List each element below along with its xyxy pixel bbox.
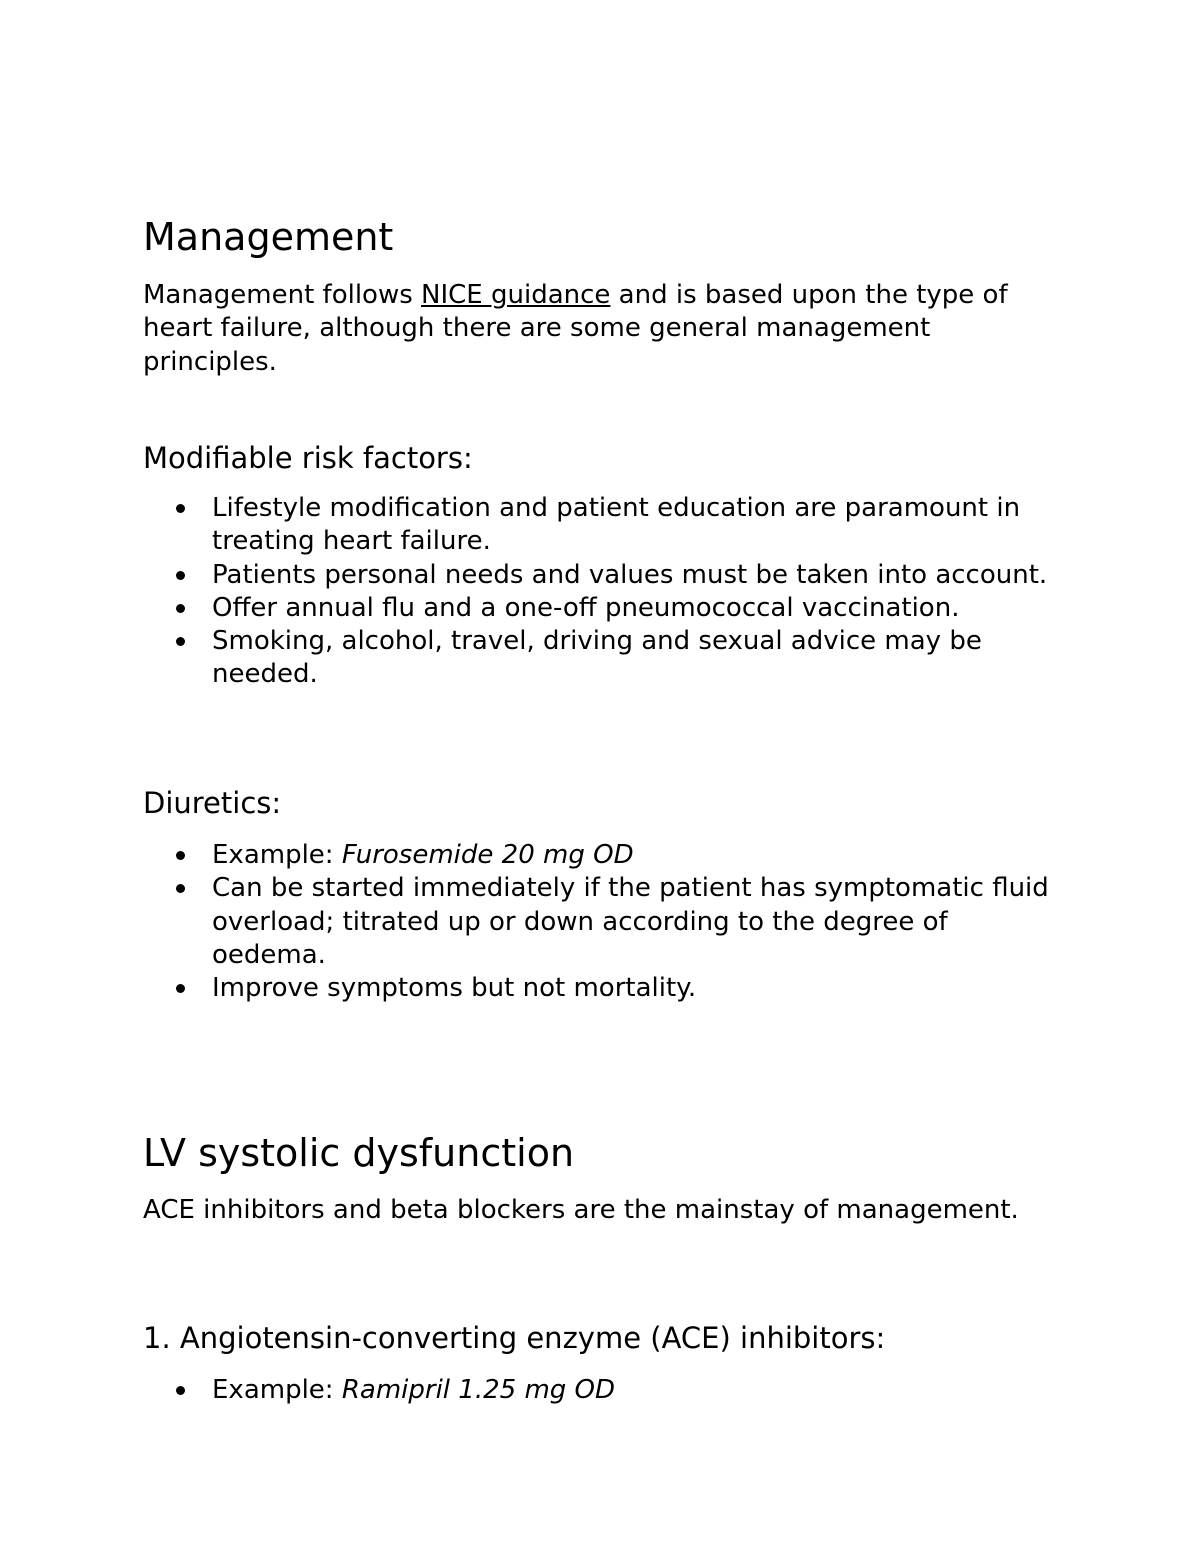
list-item	[143, 1374, 1063, 1407]
bullet-icon	[176, 571, 185, 580]
modifiable-risk-factors-heading: Modifiable risk factors:	[143, 441, 473, 475]
list-item	[143, 559, 1063, 592]
bullet-icon	[176, 984, 185, 993]
bullet-icon	[176, 851, 185, 860]
ace-inhibitors-heading: 1. Angiotensin-converting enzyme (ACE) inhibitors:	[143, 1321, 886, 1355]
nice-guidance-link[interactable]: NICE guidance	[421, 280, 611, 310]
example-drug: Ramipril 1.25 mg OD	[341, 1375, 616, 1405]
example-label: Example:	[212, 840, 342, 870]
list-item-text: Patients personal needs and values must be taken into account.	[212, 559, 1048, 590]
management-heading: Management	[143, 215, 394, 259]
list-item-text: Can be started immediately if the patient has symptomatic fluid overload; titrated up or down according to the degree of oedema.	[212, 873, 1049, 970]
list-item	[143, 592, 1063, 625]
diuretics-list	[143, 839, 1063, 1005]
management-intro	[143, 279, 1063, 379]
list-item-text: Smoking, alcohol, travel, driving and sexual advice may be needed.	[212, 626, 982, 690]
bullet-icon	[176, 504, 185, 513]
lv-systolic-dysfunction-heading: LV systolic dysfunction	[143, 1131, 575, 1175]
management-intro-text-end: and is based upon the type of heart failure, although there are some general management principles.	[143, 280, 1008, 377]
list-item-text: Improve symptoms but not mortality.	[212, 973, 697, 1004]
list-item-text: Offer annual flu and a one-off pneumococcal vaccination.	[212, 592, 960, 623]
ace-inhibitors-list	[143, 1374, 1063, 1407]
list-item-text: Lifestyle modification and patient education are paramount in treating heart failure.	[212, 493, 1021, 557]
management-intro-text-start: Management follows	[143, 280, 422, 310]
lv-intro: ACE inhibitors and beta blockers are the mainstay of management.	[143, 1195, 1019, 1225]
example-label: Example:	[212, 1375, 342, 1405]
bullet-icon	[176, 884, 185, 893]
bullet-icon	[176, 637, 185, 646]
list-item	[143, 839, 1063, 872]
bullet-icon	[176, 604, 185, 613]
list-item	[143, 492, 1063, 559]
diuretics-heading: Diuretics:	[143, 786, 282, 820]
list-item	[143, 625, 1063, 692]
modifiable-risk-factors-list	[143, 492, 1063, 692]
list-item	[143, 872, 1063, 972]
bullet-icon	[176, 1386, 185, 1395]
list-item	[143, 972, 1063, 1005]
example-drug: Furosemide 20 mg OD	[341, 840, 634, 870]
